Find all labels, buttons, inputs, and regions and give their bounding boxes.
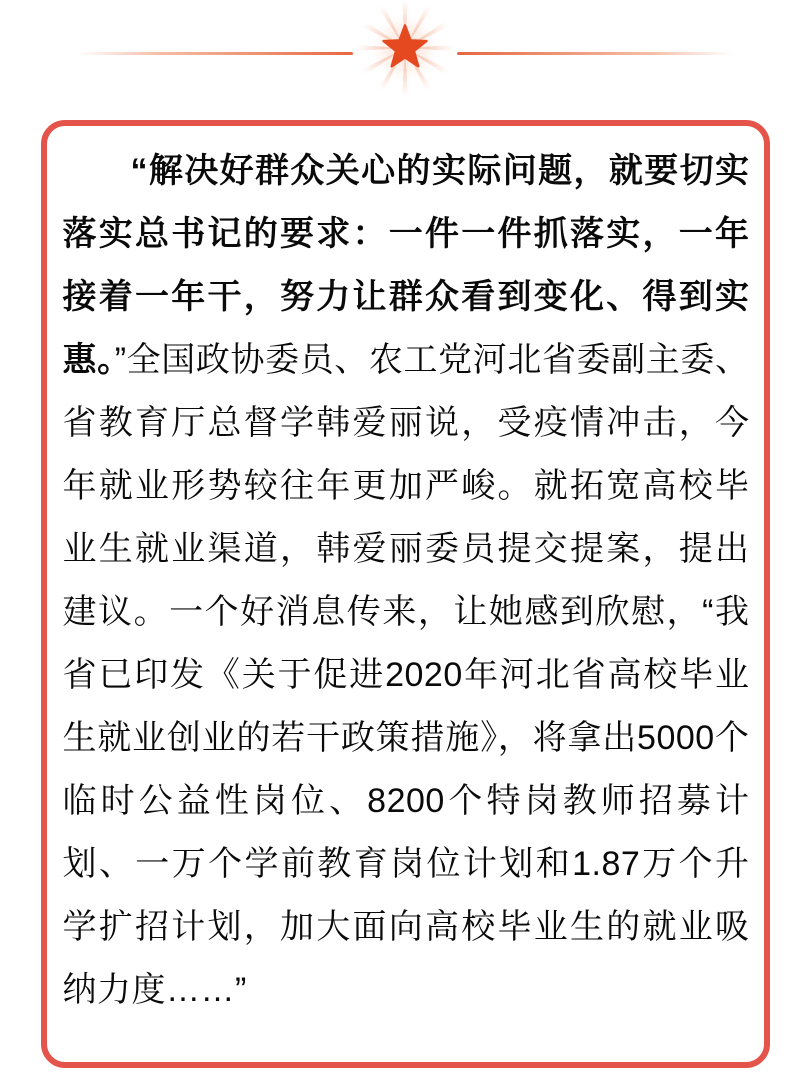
- star-burst: [353, 0, 457, 96]
- quote-body-text: ”全国政协委员、农工党河北省委副主委、省教育厅总督学韩爱丽说，受疫情冲击，今年就业形势较往年更加严峻。就拓宽高校毕业生就业渠道，韩爱丽委员提交提案，提出建议。一个好消息传来，让她感到欣慰，“我省已印发《关于促进2020年河北省高校毕业生就业创业的若干政策措施》，将拿出5000个临时公益性岗位、8200个特岗教师招募计划、一万个学前教育岗位计划和1.87万个升学扩招计划，加大面向高校毕业生的就业吸纳力度……”: [62, 341, 750, 1009]
- quote-lead-text: “解决好群众关心的实际问题，就要切实落实总书记的要求：一件一件抓落实，一年接着一年干，努力让群众看到变化、得到实惠。: [62, 152, 750, 379]
- section-divider: [77, 0, 733, 96]
- quote-card: [41, 120, 770, 1068]
- quote-paragraph: [63, 140, 750, 1022]
- star-icon: [353, 0, 457, 103]
- divider-line-left: [77, 52, 353, 55]
- divider-line-right: [457, 52, 733, 55]
